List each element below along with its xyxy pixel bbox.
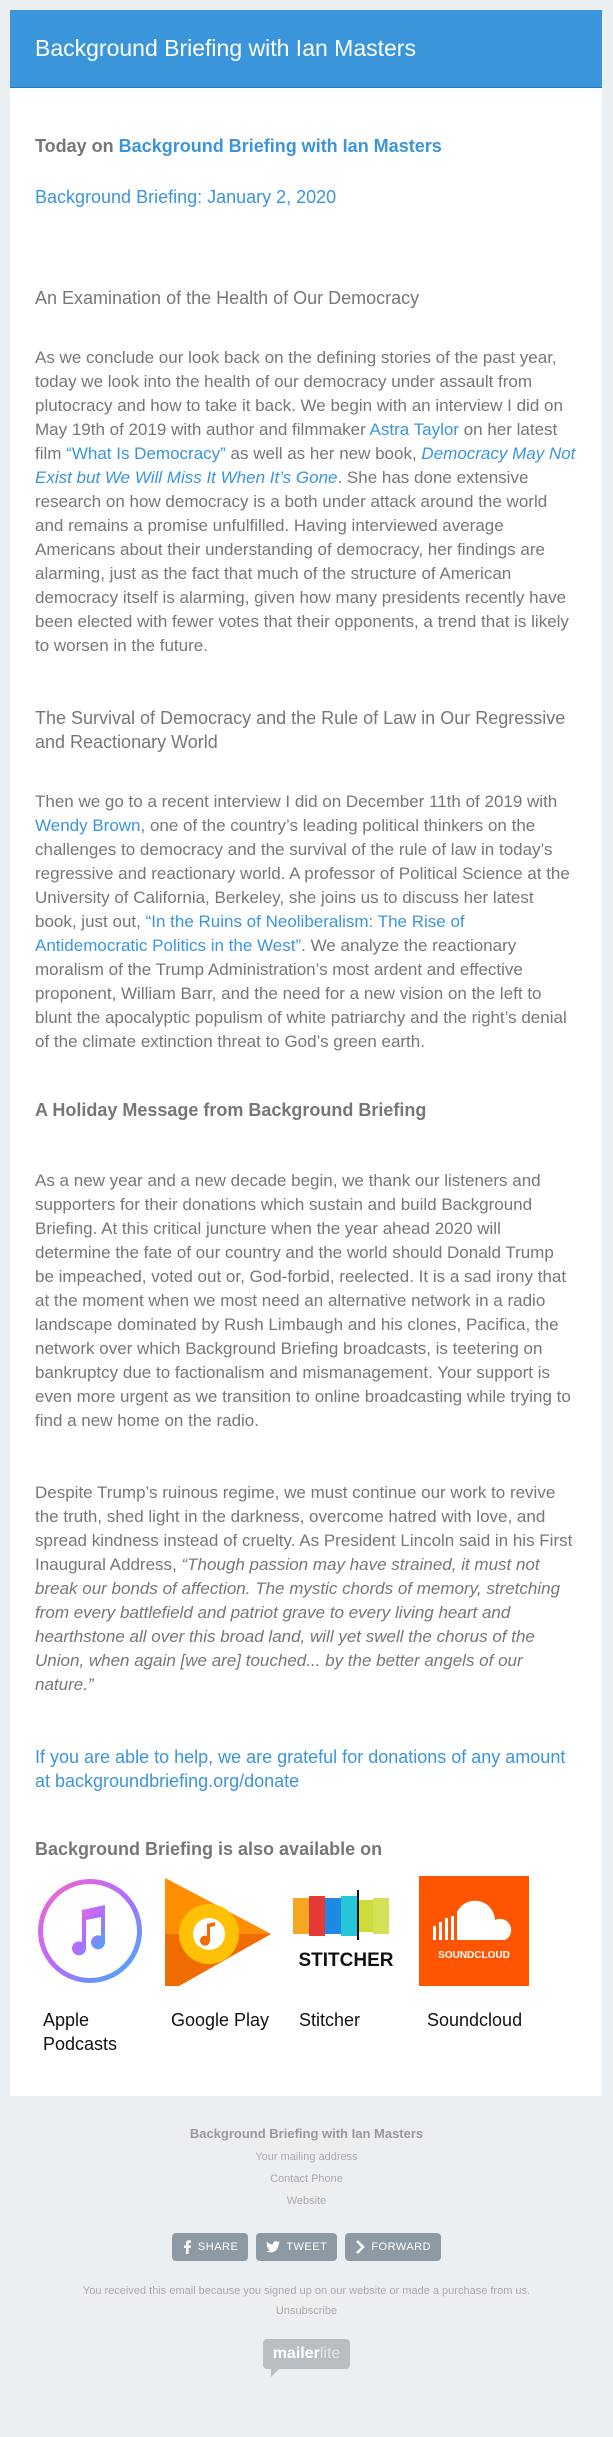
- text-fragment: . She has done extensive research on how democracy is a both under attack around the world and remains a promise unfulfilled. Having interviewed average Americans about their understanding of democracy, her findings are alarming, just as the fact that much of the structure of American democracy itself is alarming, given how many presidents recently have been elected with fewer votes that their opponents, a trend that is likely to worsen in the future.: [35, 468, 569, 655]
- social-buttons: [0, 2233, 613, 2261]
- episode-date-link[interactable]: Background Briefing: January 2, 2020: [35, 187, 337, 207]
- section-paragraph-rule-of-law: [35, 790, 577, 1054]
- chevron-right-icon: [355, 2240, 365, 2254]
- section-paragraph-democracy: [35, 346, 577, 658]
- soundcloud-wordmark: SOUNDCLOUD: [438, 1950, 510, 1961]
- tweet-label: TWEET: [286, 2241, 328, 2253]
- mailerlite-logo[interactable]: [263, 2339, 351, 2369]
- holiday-paragraph-1: As a new year and a new decade begin, we thank our listeners and supporters for their donations which sustain and build Background Briefing. At this critical juncture when the year ahead 2020 will determine the fate of our country and the world should Donald Trump be impeached, voted out or, God-forbid, reelected. It is a sad irony that at the moment when we most need an alternative network in a radio landscape dominated by Rush Limbaugh and his clones, Pacifica, the network over which Background Briefing broadcasts, is teetering on bankruptcy due to factionalism and mismanagement. Your support is even more urgent as we transition to online broadcasting while trying to find a new home on the radio.: [35, 1171, 571, 1430]
- logo-mailer-text: mailer: [272, 2345, 320, 2362]
- share-label: SHARE: [197, 2241, 239, 2253]
- text-fragment: As we conclude our look back on the defining stories of the past year, today we look into the health of our democracy under assault from plutocracy and how to take it back. We begin with an interview I did on May 19th of 2019 with author and filmmaker: [35, 348, 563, 439]
- twitter-icon: [266, 2241, 280, 2253]
- text-fragment: as well as her new book,: [225, 444, 422, 463]
- unsubscribe-link[interactable]: Unsubscribe: [275, 2305, 338, 2317]
- footer-sender-name: Background Briefing with Ian Masters: [189, 2126, 424, 2141]
- astra-taylor-link[interactable]: Astra Taylor: [369, 420, 459, 439]
- footer-signup-note: You received this email because you signed up on our website or made a purchase from us.: [82, 2285, 531, 2297]
- platform-list: [35, 1876, 577, 2056]
- text-fragment: Then we go to a recent interview I did on December 11th of 2019 with: [35, 792, 558, 811]
- platform-google-play[interactable]: [163, 1876, 291, 2056]
- show-link[interactable]: Background Briefing with Ian Masters: [118, 136, 442, 156]
- section-title-democracy: An Examination of the Health of Our Democracy: [35, 288, 420, 308]
- book-link-neoliberalism[interactable]: “In the Ruins of Neoliberalism: The Rise of Antidemocratic Politics in the West”: [35, 912, 465, 955]
- text-fragment: , one of the country’s leading political thinkers on the challenges to democracy and the survival of the rule of law in today’s regressive and reactionary world. A professor of Political Science at the University of California, Berkeley, she joins us to discuss her latest book, just out,: [35, 816, 570, 931]
- share-button[interactable]: [172, 2233, 248, 2261]
- platform-name: Soundcloud: [427, 2010, 523, 2030]
- platform-name: Google Play: [171, 2010, 270, 2030]
- platform-soundcloud[interactable]: [419, 1876, 547, 2056]
- platform-stitcher[interactable]: [291, 1876, 419, 2056]
- holiday-title: A Holiday Message from Background Briefing: [35, 1100, 427, 1120]
- today-heading: [35, 136, 577, 157]
- text-fragment: . We analyze the reactionary moralism of the Trump Administration’s most ardent and effective proponent, William Barr, and the need for a new vision on the left to blunt the apocalyptic populism of white patriarchy and the right’s denial of the climate extinction threat to God’s green earth.: [35, 936, 567, 1051]
- stitcher-wordmark: STITCHER: [298, 1950, 394, 1971]
- film-link[interactable]: “What Is Democracy”: [66, 444, 226, 463]
- platform-apple-podcasts[interactable]: [35, 1876, 163, 2056]
- forward-button[interactable]: [345, 2233, 441, 2261]
- donate-link[interactable]: If you are able to help, we are grateful for donations of any amount at backgroundbriefing.org/donate: [35, 1747, 566, 1791]
- holiday-paragraph-2: [35, 1481, 577, 1697]
- logo-lite-text: lite: [319, 2345, 341, 2362]
- email-header: [10, 10, 602, 88]
- header-title: Background Briefing with Ian Masters: [35, 35, 416, 61]
- footer-website-link[interactable]: Website: [286, 2195, 327, 2207]
- section-title-rule-of-law: The Survival of Democracy and the Rule of Law in Our Regressive and Reactionary World: [35, 708, 566, 752]
- today-prefix: Today on: [35, 136, 119, 156]
- tweet-button[interactable]: [256, 2233, 337, 2261]
- footer-mailing-address: Your mailing address: [255, 2151, 358, 2163]
- stitcher-icon[interactable]: [291, 1876, 401, 1986]
- email-footer: [0, 2106, 613, 2369]
- text-fragment: Despite Trump’s ruinous regime, we must continue our work to revive the truth, shed light in the darkness, overcome hatred with love, and spread kindness instead of cruelty. As President Lincoln said in his First Inaugural Address,: [35, 1483, 573, 1574]
- facebook-icon: [182, 2240, 192, 2254]
- soundcloud-icon[interactable]: [419, 1876, 529, 1986]
- footer-contact-phone: Contact Phone: [270, 2173, 343, 2185]
- platform-name: Stitcher: [299, 2010, 361, 2030]
- email-card: [10, 10, 602, 2096]
- google-play-music-icon[interactable]: [163, 1876, 273, 1986]
- text-fragment: on her latest film: [35, 420, 558, 463]
- wendy-brown-link[interactable]: Wendy Brown: [35, 816, 141, 835]
- book-link-democracy[interactable]: Democracy May Not Exist but We Will Miss It When It’s Gone: [35, 444, 576, 487]
- platform-name: Apple Podcasts: [43, 2010, 118, 2054]
- lincoln-quote: “Though passion may have strained, it must not break our bonds of affection. The mystic chords of memory, stretching from every battlefield and patriot grave to every living heart and hearthstone all over this broad land, will yet swell the chorus of the Union, when again [we are] touched... by the better angels of our nature.”: [35, 1555, 561, 1694]
- email-content: [10, 136, 602, 2096]
- forward-label: FORWARD: [371, 2241, 432, 2253]
- available-title: Background Briefing is also available on: [35, 1839, 383, 1859]
- apple-podcasts-icon[interactable]: [35, 1876, 145, 1986]
